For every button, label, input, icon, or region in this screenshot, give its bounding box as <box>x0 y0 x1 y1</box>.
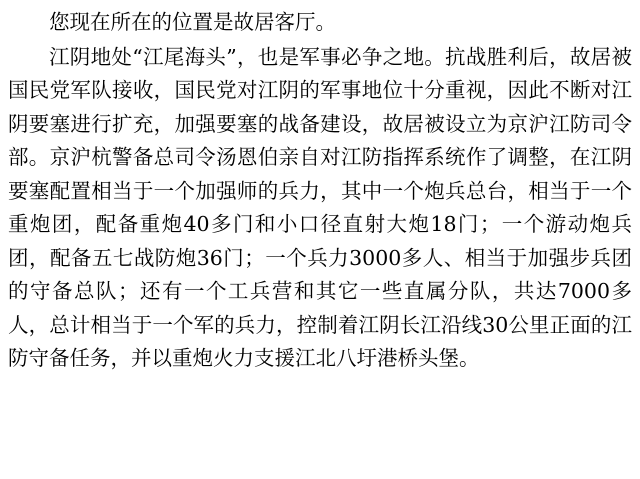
paragraph-location-intro: 您现在所在的位置是故居客厅。 <box>49 10 336 34</box>
paragraph-history-body: 江阴地处“江尾海头”，也是军事必争之地。抗战胜利后，故居被国民党军队接收，国民党对江阴的军事地位十分重视，因此不断对江阴要塞进行扩充，加强要塞的战备建设，故居被设立为京沪江防司令部。京沪杭警备总司令汤恩伯亲自对江防指挥系统作了调整，在江阴要塞配置相当于一个加强师的兵力，其中一个炮兵总台，相当于一个重炮团，配备重炮40多门和小口径直射大炮18门；一个游动炮兵团，配备五七战防炮36门；一个兵力3000多人、相当于加强步兵团的守备总队；还有一个工兵营和其它一些直属分队，共达7000多人，总计相当于一个军的兵力，控制着江阴长江沿线30公里正面的江防守备任务，并以重炮火力支援江北八圩港桥头堡。 <box>8 44 632 370</box>
